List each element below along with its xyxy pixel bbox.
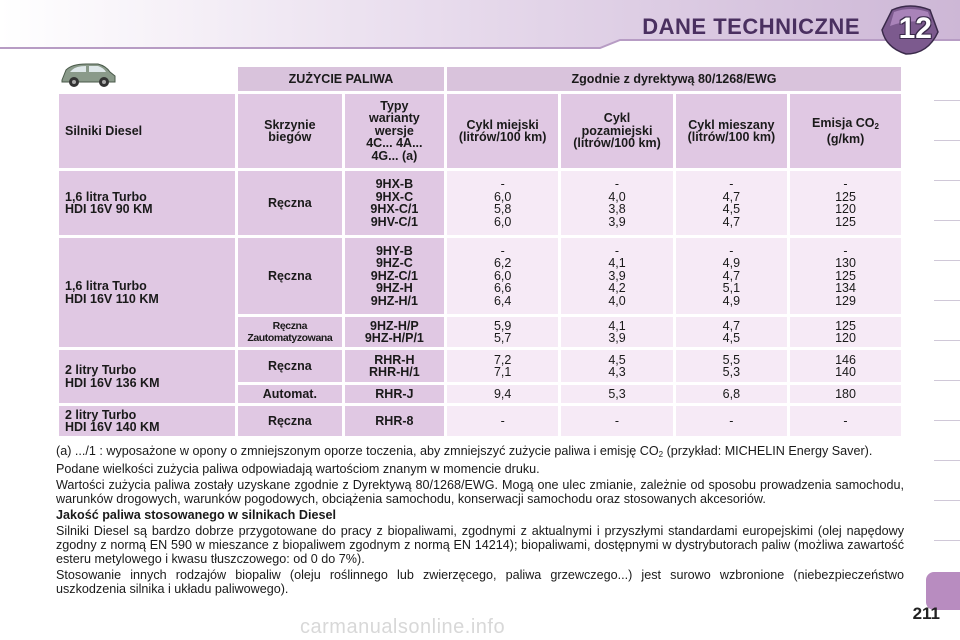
mixed-values: 6,8 (676, 385, 787, 403)
mixed-values: - (676, 406, 787, 436)
directive-title: Zgodnie z dyrektywą 80/1268/EWG (447, 67, 901, 91)
co2-values: 125 120 (790, 317, 901, 347)
col-engines: Silniki Diesel (59, 94, 235, 168)
mixed-values: - 4,9 4,7 5,1 4,9 (676, 238, 787, 314)
section-heading: Jakość paliwa stosowanego w silnikach Diesel (56, 508, 336, 522)
extra-urban-values: 4,1 3,9 (561, 317, 672, 347)
rail-tab[interactable] (934, 180, 960, 181)
co2-values: - (790, 406, 901, 436)
type-codes: 9HZ-H/P 9HZ-H/P/1 (345, 317, 444, 347)
type-codes: RHR-J (345, 385, 444, 403)
co2-values: 146 140 (790, 350, 901, 382)
rail-tab[interactable] (934, 340, 960, 341)
rail-tab[interactable] (934, 300, 960, 301)
engine-label: 1,6 litra Turbo HDI 16V 90 KM (59, 171, 235, 235)
co2-values: - 130 125 134 129 (790, 238, 901, 314)
urban-values: - 6,2 6,0 6,6 6,4 (447, 238, 558, 314)
extra-urban-values: - 4,0 3,8 3,9 (561, 171, 672, 235)
table-row (59, 171, 901, 235)
table-row (59, 406, 901, 436)
extra-urban-values: 4,5 4,3 (561, 350, 672, 382)
urban-values: 7,2 7,1 (447, 350, 558, 382)
mixed-values: 5,5 5,3 (676, 350, 787, 382)
engine-label: 1,6 litra Turbo HDI 16V 110 KM (59, 238, 235, 347)
gearbox-cell: Ręczna (238, 171, 342, 235)
type-codes: RHR-8 (345, 406, 444, 436)
table-top-row (59, 67, 901, 91)
chapter-number: 12 (898, 12, 932, 45)
col-mixed: Cykl mieszany (litrów/100 km) (676, 94, 787, 168)
rail-tab[interactable] (934, 420, 960, 421)
footnote-a: (a) .../1 : wyposażone w opony o zmniejszonym oporze toczenia, aby zmniejszyć zużycie paliwa i emisję $CO_2$ (przykład: MICHELIN Energy Saver). (56, 444, 873, 459)
rail-tab[interactable] (934, 500, 960, 501)
note-biofuel: Silniki Diesel są bardzo dobrze przygotowane do pracy z biopaliwami, zgodnymi z aktualnymi i przyszłymi standardami europejskimi (olej napędowy zgodny z normą EN 590 w mieszance z biopaliwem zgodnym z normą EN 14214); biopaliwami, dostępnymi w dystrybutorach paliw (możliwa zawartość esteru metylowego i kwasu tłuszczowego: od 0 do 7%). (56, 524, 904, 566)
gearbox-cell: Ręczna (238, 406, 342, 436)
watermark: carmanualsonline.info (300, 616, 506, 638)
rail-tab[interactable] (934, 140, 960, 141)
col-co2: Emisja $CO_2$ (g/km) (790, 94, 901, 168)
gearbox-cell: Ręczna Zautomatyzowana (238, 317, 342, 347)
fuel-consumption-table (56, 64, 904, 439)
col-gearbox: Skrzynie biegów (238, 94, 342, 168)
extra-urban-values: 5,3 (561, 385, 672, 403)
col-urban: Cykl miejski (litrów/100 km) (447, 94, 558, 168)
engine-label: 2 litry Turbo HDI 16V 140 KM (59, 406, 235, 436)
urban-values: - 6,0 5,8 6,0 (447, 171, 558, 235)
table-row (59, 350, 901, 382)
urban-values: - (447, 406, 558, 436)
urban-values: 5,9 5,7 (447, 317, 558, 347)
table-header-row (59, 94, 901, 168)
gearbox-cell: Automat. (238, 385, 342, 403)
gearbox-cell: Ręczna (238, 350, 342, 382)
mixed-values: - 4,7 4,5 4,7 (676, 171, 787, 235)
note-warning: Stosowanie innych rodzajów biopaliw (oleju roślinnego lub zwierzęcego, paliwa grzewczego...) jest surowo wzbronione (niebezpieczeństwo uszkodzenia silnika i układu paliwowego). (56, 568, 904, 596)
note-directive: Wartości zużycia paliwa zostały uzyskane zgodnie z Dyrektywą 80/1268/EWG. Mogą one ulec zmianie, zależnie od sposobu prowadzenia samochodu, warunków drogowych, warunków pogodowych, obciążenia samochodu, konserwacji samochodu oraz stosowanych akcesoriów. (56, 478, 904, 506)
rail-tab[interactable] (934, 220, 960, 221)
col-extra-urban: Cykl pozamiejski (litrów/100 km) (561, 94, 672, 168)
rail-tab[interactable] (934, 540, 960, 541)
rail-tab[interactable] (934, 380, 960, 381)
gearbox-cell: Ręczna (238, 238, 342, 314)
col-types: Typy warianty wersje 4C... 4A... 4G... (a) (345, 94, 444, 168)
section-title: ZUŻYCIE PALIWA (238, 67, 444, 91)
type-codes: 9HY-B 9HZ-C 9HZ-C/1 9HZ-H 9HZ-H/1 (345, 238, 444, 314)
engine-label: 2 litry Turbo HDI 16V 136 KM (59, 350, 235, 403)
notes-text (56, 444, 904, 598)
extra-urban-values: - 4,1 3,9 4,2 4,0 (561, 238, 672, 314)
type-codes: 9HX-B 9HX-C 9HX-C/1 9HV-C/1 (345, 171, 444, 235)
page-title: DANE TECHNICZNE (642, 14, 860, 39)
rail-tab[interactable] (934, 460, 960, 461)
rail-tab[interactable] (934, 260, 960, 261)
extra-urban-values: - (561, 406, 672, 436)
type-codes: RHR-H RHR-H/1 (345, 350, 444, 382)
mixed-values: 4,7 4,5 (676, 317, 787, 347)
rail-tab[interactable] (934, 100, 960, 101)
note-print: Podane wielkości zużycia paliwa odpowiadają wartościom znanym w momencie druku. (56, 462, 540, 476)
co2-values: - 125 120 125 (790, 171, 901, 235)
urban-values: 9,4 (447, 385, 558, 403)
right-rail (930, 60, 960, 620)
page-number: 211 (912, 604, 940, 623)
table-row (59, 238, 901, 314)
co2-values: 180 (790, 385, 901, 403)
